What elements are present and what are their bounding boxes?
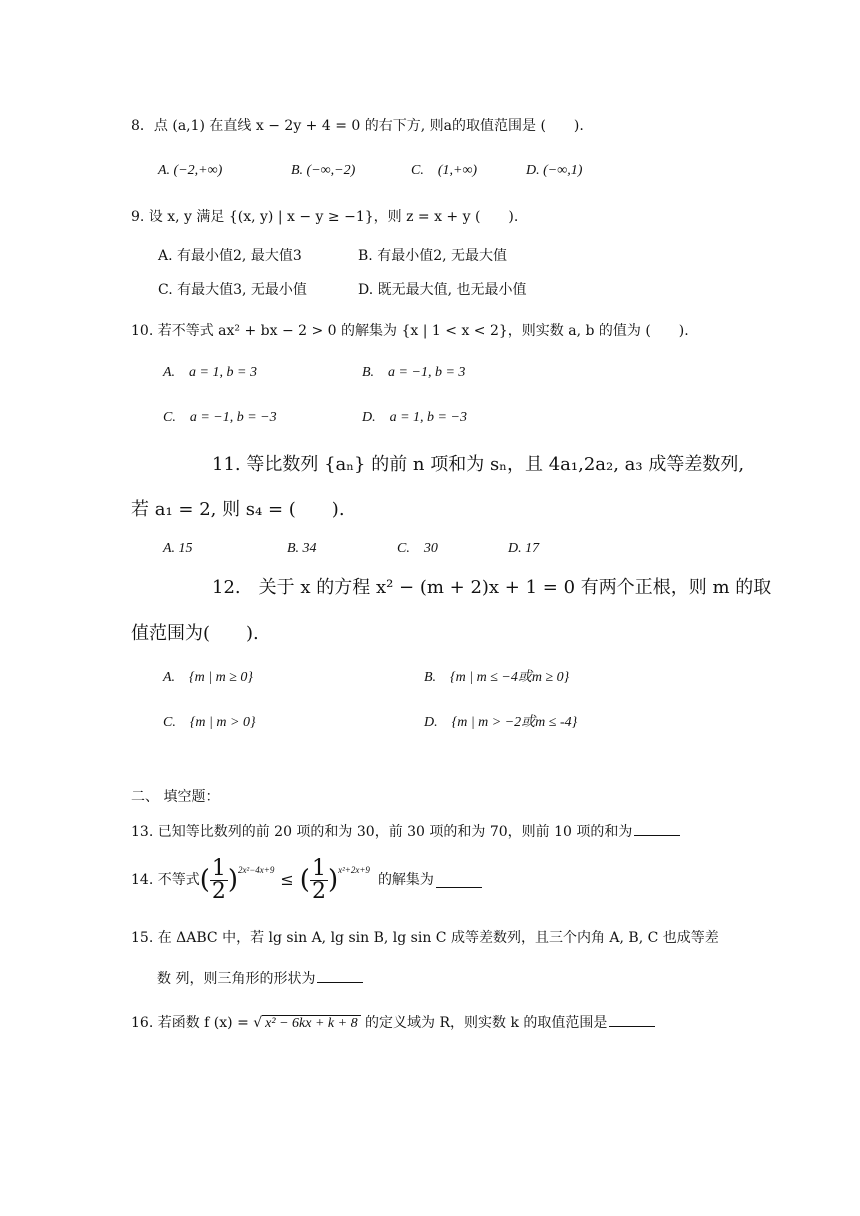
question-15-stem-line1: 15. 在 ΔABC 中，若 lg sin A, lg sin B, lg sin C 成等差数列，且三个内角 A, B, C 也成等差 — [131, 930, 719, 946]
section-heading-fill-in: 二、 填空题： — [131, 789, 220, 805]
question-15-stem-line2: 数 列，则三角形的形状为 — [157, 971, 316, 987]
right-paren: ) — [227, 865, 239, 895]
question-8-option-c: C. (1,+∞) — [411, 163, 478, 178]
question-11-stem-line1: 11. 等比数列 {aₙ} 的前 n 项和为 sₙ，且 4a₁,2a₂, a₃ 成等差数列, — [212, 454, 745, 475]
question-14-line — [131, 856, 482, 904]
left-paren: ( — [199, 865, 210, 895]
question-12-option-b: B. {m | m ≤ −4或m ≥ 0} — [424, 670, 570, 685]
question-16-line — [131, 1012, 655, 1034]
question-10-option-d: D. a = 1, b = −3 — [362, 410, 467, 425]
question-14-suffix: 的解集为 — [377, 872, 434, 888]
question-11-stem-line2: 若 a₁ = 2, 则 s₄ = ( ). — [131, 499, 345, 520]
question-12-option-a: A. {m | m ≥ 0} — [163, 670, 254, 685]
question-10-option-b: B. a = −1, b = 3 — [362, 365, 466, 380]
question-9-option-d: D. 既无最大值, 也无最小值 — [358, 282, 527, 298]
fraction-one-half-2: $\frac{1}{2}$ — [311, 855, 326, 904]
question-10-stem: 10. 若不等式 ax² + bx − 2 > 0 的解集为 {x | 1 < x < 2}，则实数 a, b 的值为 ( ). — [131, 323, 689, 339]
question-12-option-c: C. {m | m > 0} — [163, 715, 256, 730]
exponent-1: 2x²−4x+9 — [238, 865, 275, 875]
answer-blank — [317, 968, 363, 983]
answer-blank — [634, 821, 680, 836]
question-8-stem: 8．点 (a,1) 在直线 x − 2y + 4 = 0 的右下方, 则a的取值范围是 ( ). — [131, 118, 584, 134]
question-9-option-b: B. 有最小值2, 无最大值 — [358, 248, 507, 264]
question-8-option-b: B. (−∞,−2) — [291, 163, 356, 178]
square-root — [253, 1013, 360, 1034]
answer-blank — [609, 1012, 655, 1027]
exponent-2: x²+2x+9 — [338, 865, 370, 875]
radical-sign: √ — [253, 1015, 263, 1031]
fraction-one-half: $\frac{1}{2}$ — [211, 855, 226, 904]
question-16-suffix: 的定义域为 R，则实数 k 的取值范围是 — [360, 1015, 608, 1031]
radicand: x² − 6kx + k + 8 — [262, 1015, 360, 1031]
question-11-option-c: C. 30 — [397, 541, 438, 556]
question-11-option-a: A. 15 — [163, 541, 193, 556]
question-9-stem: 9. 设 x, y 满足 {(x, y) | x − y ≥ −1}，则 z = x + y ( ). — [131, 209, 519, 225]
question-10-option-c: C. a = −1, b = −3 — [163, 410, 277, 425]
question-15-line2 — [157, 968, 363, 989]
question-13-stem: 13. 已知等比数列的前 20 项的和为 30，前 30 项的和为 70，则前 10 项的和为 — [131, 824, 633, 840]
question-11-option-d: D. 17 — [508, 541, 540, 556]
question-9-option-a: A. 有最小值2, 最大值3 — [158, 248, 302, 264]
question-12-stem-line1: 12. 关于 x 的方程 x² − (m + 2)x + 1 = 0 有两个正根，则 m 的取 — [212, 577, 772, 598]
question-11-option-b: B. 34 — [287, 541, 317, 556]
question-12-option-d: D. {m | m > −2或m ≤ -4} — [424, 715, 578, 730]
left-paren-2: ( — [299, 865, 310, 895]
question-8-option-a: A. (−2,+∞) — [158, 163, 223, 178]
question-8-option-d: D. (−∞,1) — [526, 163, 583, 178]
question-13-line — [131, 821, 680, 842]
question-16-prefix: 16. 若函数 f (x) = — [131, 1015, 254, 1031]
question-10-option-a: A. a = 1, b = 3 — [163, 365, 257, 380]
right-paren-2: ) — [327, 865, 339, 895]
question-9-option-c: C. 有最大值3, 无最小值 — [158, 282, 307, 298]
question-14-prefix: 14. 不等式 — [131, 872, 200, 888]
answer-blank — [436, 873, 482, 888]
question-12-stem-line2: 值范围为( ). — [131, 623, 259, 644]
relation-symbol: ≤ — [280, 870, 294, 889]
